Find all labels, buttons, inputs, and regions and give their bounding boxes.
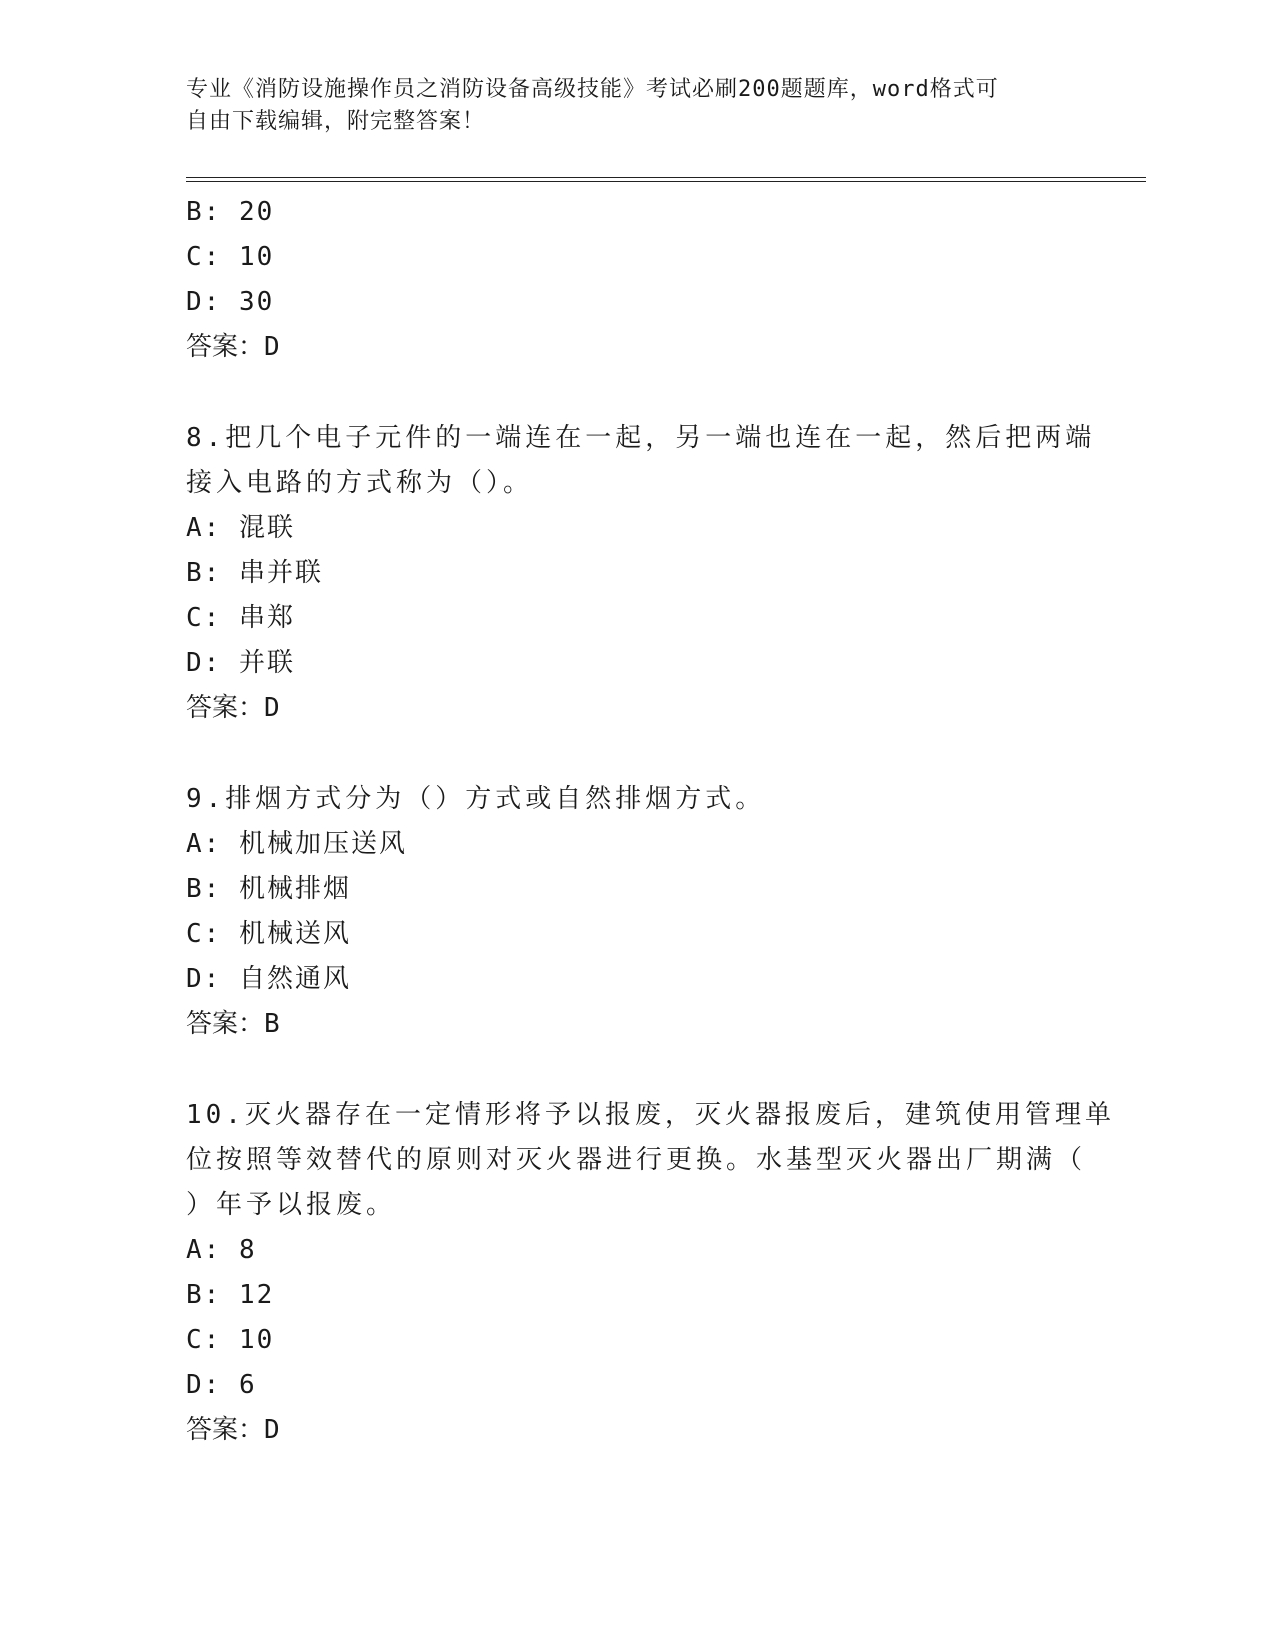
option-d: D: 并联: [186, 648, 295, 678]
document-header: [186, 74, 1066, 138]
answer-line: 答案：B: [186, 1009, 280, 1039]
question-stem: [186, 777, 1086, 822]
question-content: [186, 190, 1115, 1453]
question-10: [186, 1093, 1115, 1453]
stem-line: 8.把几个电子元件的一端连在一起，另一端也连在一起，然后把两端: [186, 423, 1096, 453]
option-d: D: 自然通风: [186, 964, 351, 994]
question-8: [186, 416, 1096, 731]
header-divider-bottom: [186, 181, 1146, 182]
stem-line: ）年予以报废。: [186, 1190, 397, 1220]
option-b: B: 12: [186, 1280, 275, 1310]
answer-line: 答案：D: [186, 693, 280, 723]
header-divider-top: [186, 177, 1146, 178]
question-9: [186, 777, 1086, 1047]
option-c: C: 串郑: [186, 603, 295, 633]
stem-line: 9.排烟方式分为（）方式或自然排烟方式。: [186, 784, 766, 814]
question-stem: [186, 416, 1096, 506]
option-a: A: 8: [186, 1235, 257, 1265]
option-b: B: 串并联: [186, 558, 323, 588]
option-b: B: 20: [186, 197, 275, 227]
stem-line: 10.灭火器存在一定情形将予以报废，灭火器报废后，建筑使用管理单: [186, 1100, 1115, 1130]
option-a: A: 机械加压送风: [186, 829, 407, 859]
question-stem: [186, 1093, 1115, 1228]
header-line-2: 自由下载编辑，附完整答案！: [186, 109, 486, 134]
answer-line: 答案：D: [186, 332, 280, 362]
question-7-continuation: [186, 190, 1086, 370]
option-c: C: 10: [186, 1325, 275, 1355]
option-d: D: 30: [186, 287, 275, 317]
stem-line: 位按照等效替代的原则对灭火器进行更换。水基型灭火器出厂期满（: [186, 1145, 1087, 1175]
header-line-1: 专业《消防设施操作员之消防设备高级技能》考试必刷200题题库，word格式可: [186, 77, 999, 102]
stem-line: 接入电路的方式称为（）。: [186, 468, 534, 498]
answer-line: 答案：D: [186, 1415, 280, 1445]
option-d: D: 6: [186, 1370, 257, 1400]
option-c: C: 10: [186, 242, 275, 272]
option-b: B: 机械排烟: [186, 874, 351, 904]
option-c: C: 机械送风: [186, 919, 351, 949]
option-a: A: 混联: [186, 513, 295, 543]
